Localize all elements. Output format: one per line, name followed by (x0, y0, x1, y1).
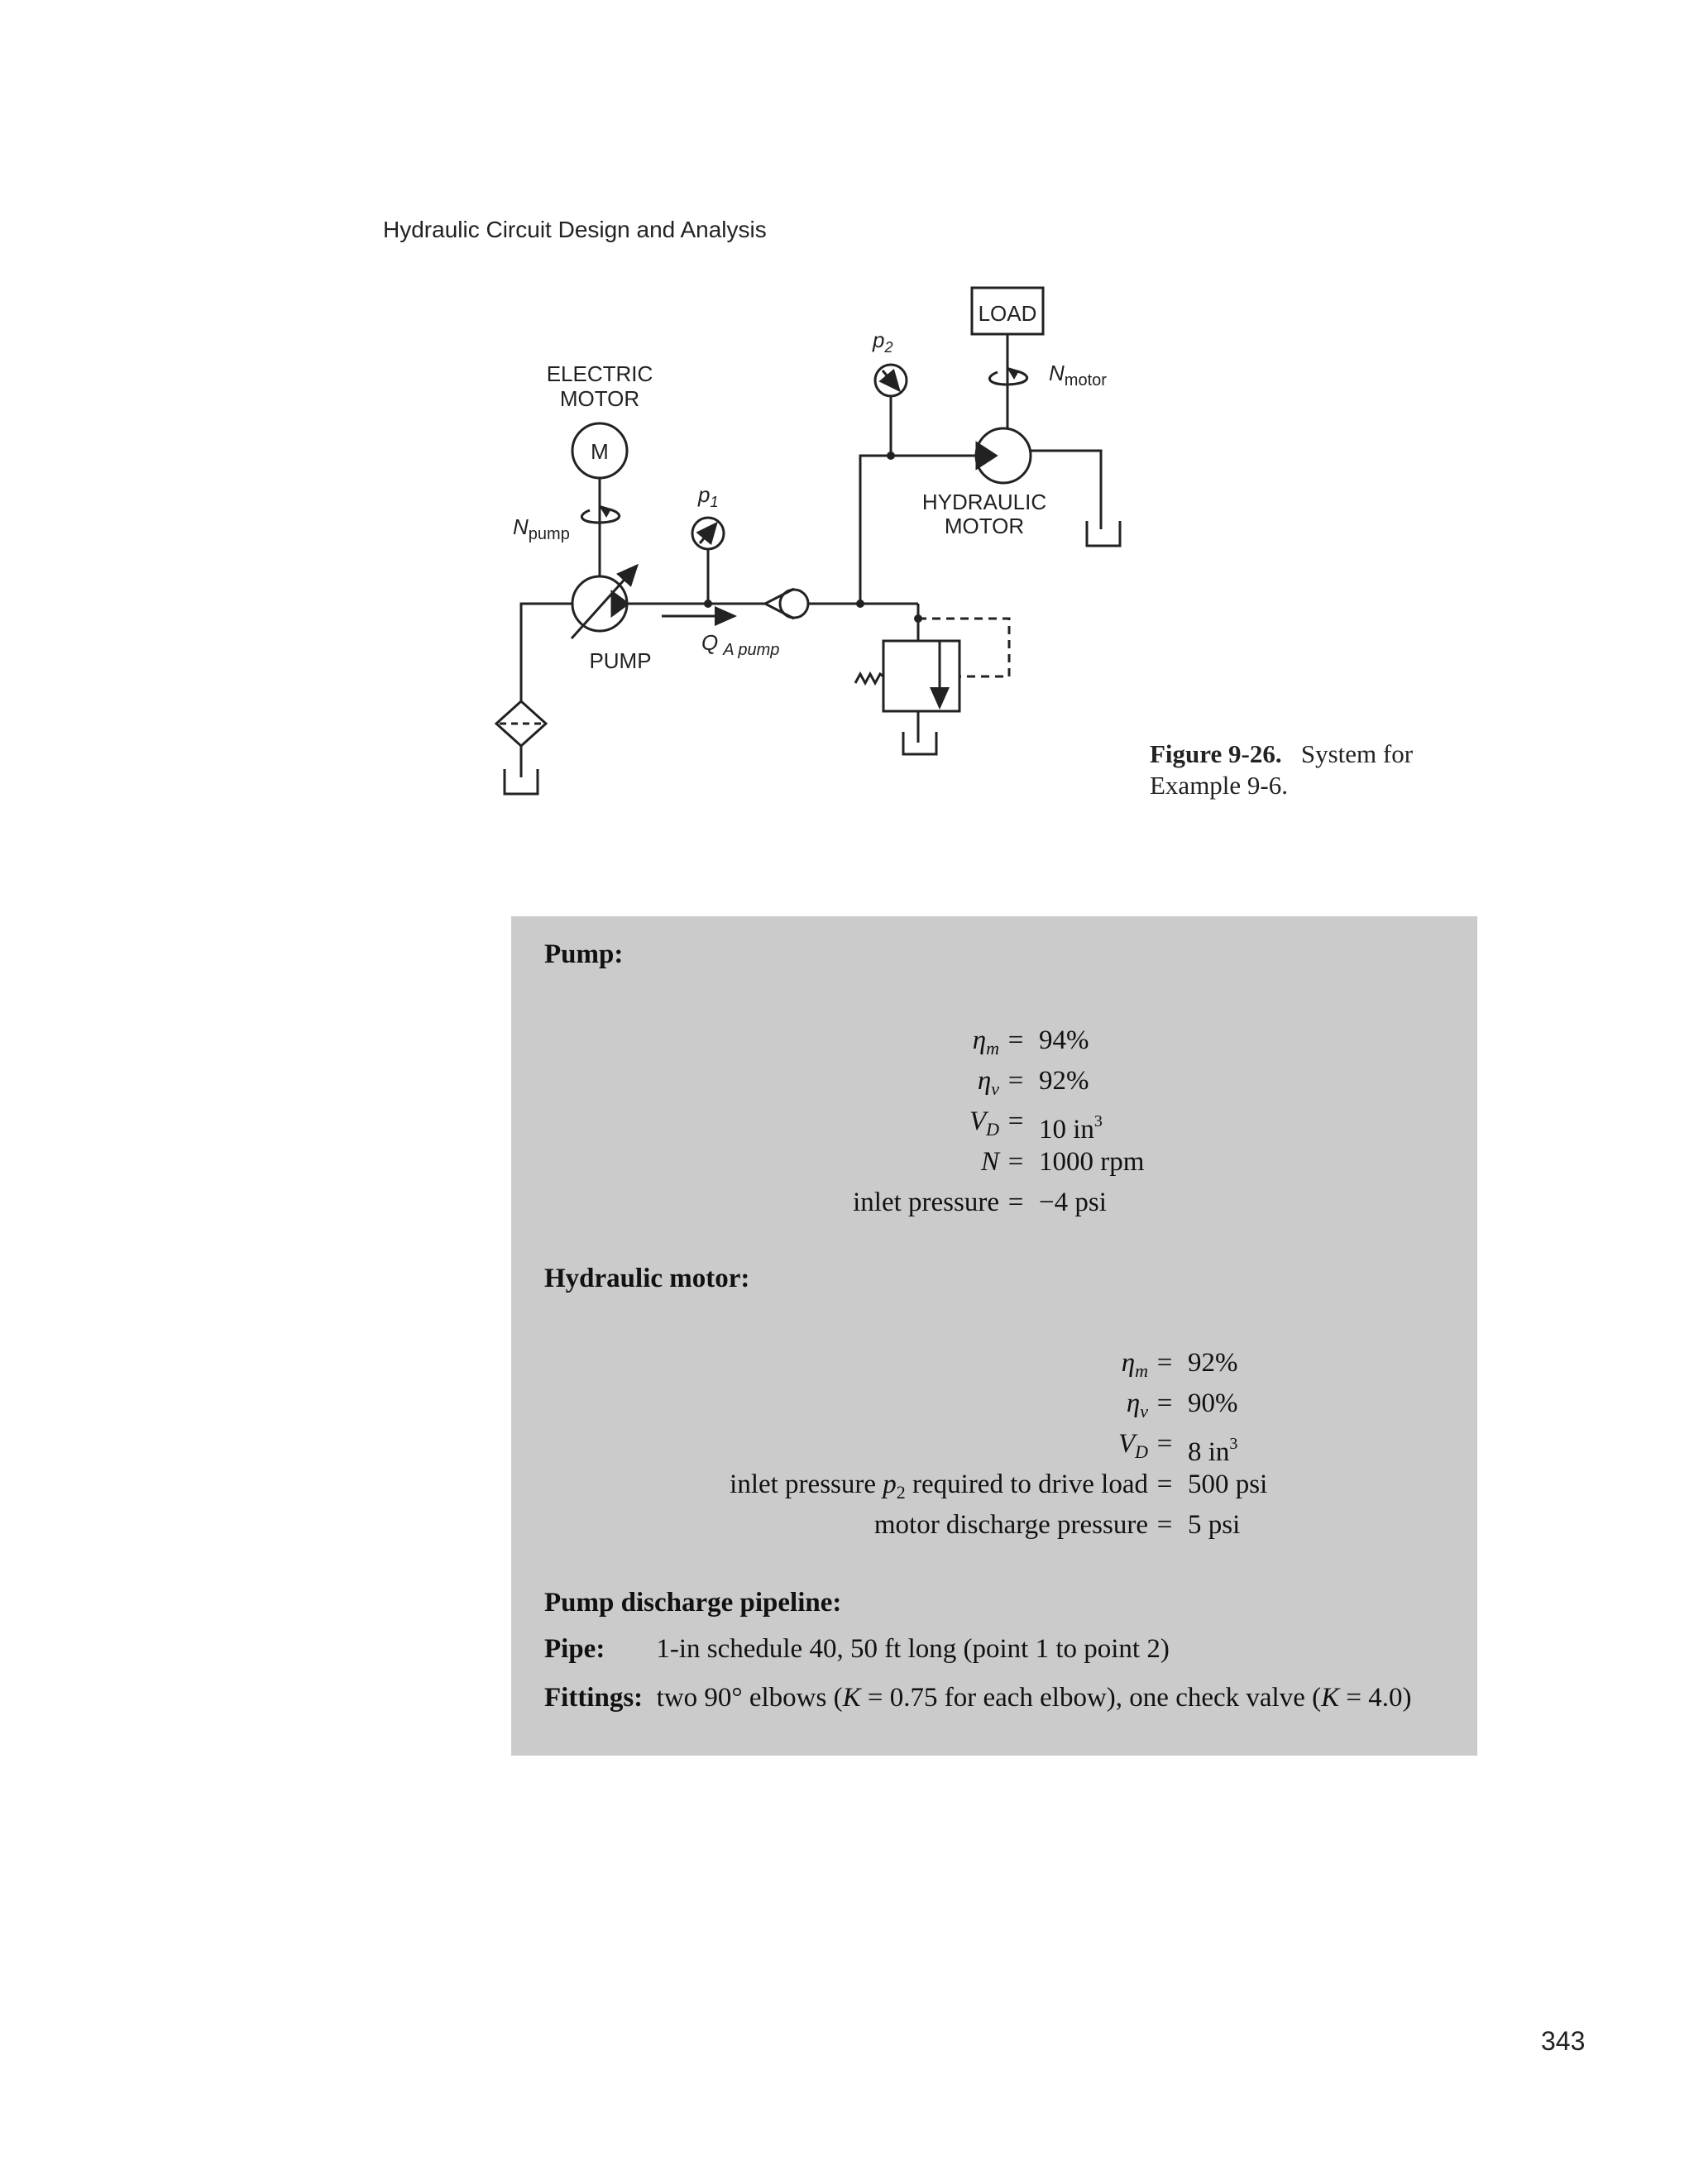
figure-id: Figure 9-26. (1150, 739, 1282, 768)
pump-label: PUMP (589, 648, 652, 673)
fittings-spec: Fittings: two 90° elbows (K = 0.75 for each elbow), one check valve (K = 4.0) (544, 1683, 1412, 1713)
pipeline-section-title: Pump discharge pipeline: (544, 1588, 842, 1618)
electric-motor-label-1: ELECTRIC (546, 361, 653, 386)
load-label: LOAD (978, 301, 1037, 326)
npump-label: N (513, 514, 529, 539)
npump-sub: pump (528, 525, 570, 543)
p1-label: p (698, 482, 711, 507)
p2-label: p (873, 327, 885, 352)
svg-text:QA pump (701, 630, 779, 659)
nmotor-sub: motor (1064, 371, 1107, 389)
hydraulic-motor-triangle-icon (977, 443, 996, 468)
hydraulic-motor-label-2: MOTOR (944, 514, 1025, 538)
motor-tank-icon (1087, 521, 1120, 546)
q-label: Q (701, 630, 719, 655)
spring-icon (855, 674, 883, 683)
relief-tank-icon (903, 732, 936, 754)
hydraulic-circuit-diagram (0, 0, 1694, 843)
relief-valve-icon (883, 641, 959, 711)
figure-caption (1150, 738, 1481, 801)
electric-motor-label-2: MOTOR (559, 386, 640, 411)
svg-text:p2 (872, 327, 892, 356)
q-sub: A pump (723, 641, 780, 659)
running-header: Hydraulic Circuit Design and Analysis (383, 217, 767, 242)
motor-letter: M (591, 439, 609, 464)
nmotor-label: N (1049, 361, 1065, 385)
pump-section-title: Pump: (544, 939, 624, 969)
p1-sub: 1 (710, 494, 719, 510)
p2-sub: 2 (884, 339, 893, 356)
svg-text:p1 (697, 482, 718, 510)
svg-text:Npump (513, 514, 570, 543)
figure-caption-text: System for Example 9-6. (1150, 739, 1414, 800)
motor-section-title: Hydraulic motor: (544, 1264, 750, 1293)
example-data-box: Pump: $\eta_m$ = 94% $\eta_v$ = 92% $V_D$ = 10 $in^3$ N = 1000 rpm inlet pressure = −4 psi Hydraulic motor: $\eta_m$ = 92% $\eta_v$ = 90% $V_D$ = 8 $in^3$ inlet pressure $p_2$ required to drive load = 500 psi motor discharge pressure = 5 psi Pump discharge pipeline: Pipe: 1-in schedule 40, 50 ft long (point 1 to point 2) Fittings: two 90° elbows (K = 0.75 for each elbow), one check valve (K = 4.0) (511, 916, 1477, 1756)
pipe-spec: Pipe: 1-in schedule 40, 50 ft long (point 1 to point 2) (544, 1634, 1170, 1664)
svg-text:Nmotor (1049, 361, 1107, 389)
page-number: 343 (1541, 2026, 1586, 2056)
hydraulic-motor-label-1: HYDRAULIC (921, 490, 1047, 514)
